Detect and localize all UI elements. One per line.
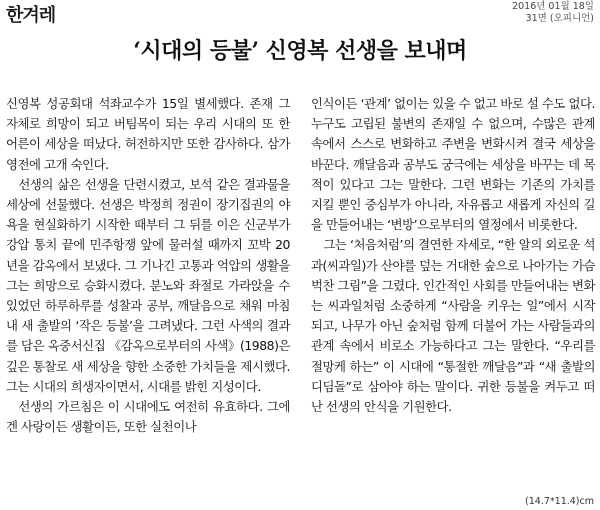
paragraph: 신영복 성공회대 석좌교수가 15일 별세했다. 존재 그 자체로 희망이 되고 버팀목이 되는 우리 시대의 또 한 어른이 세상을 떠났다. 허전하지만 또한 감사하다. 삼가 영전에 고개 숙인다. bbox=[6, 96, 290, 172]
page-section: 31면 (오피니언) bbox=[525, 13, 594, 24]
publication-date: 2016년 01월 18일 bbox=[512, 1, 594, 12]
newspaper-logo: 한겨레 bbox=[6, 5, 56, 26]
masthead bbox=[0, 0, 600, 24]
paragraph: 선생의 삶은 선생을 단련시켰고, 보석 같은 결과물을 세상에 선물했다. 선생은 박정희 정권이 장기집권의 야욕을 현실화하기 시작한 때부터 그 뒤를 이은 신군부가 강압 통치 끝에 민주항쟁 앞에 물러설 때까지 꼬박 20년을 감옥에서 보냈다. 그 기나긴 고통과 억압의 생활을 그는 희망으로 승화시켰다. 분노와 좌절로 가라앉을 수 있었던 하루하루를 성찰과 공부, 깨달음으로 채워 마침내 새 출발의 ‘작은 등불’을 그려냈다. 그런 사색의 결과를 담은 옥중서신집 《감옥으로부터의 사색》(1988)은 깊은 통찰로 새 세상을 향한 소중한 가치들을 제시했다. 그는 시대의 희생자이면서, 시대를 밝힌 지성이다. bbox=[6, 176, 290, 394]
article-size-note: (14.7*11.4)cm bbox=[525, 496, 594, 507]
publication-meta bbox=[512, 1, 594, 25]
paragraph: 인식이든 ‘관계’ 없이는 있을 수 없고 바로 설 수도 없다. 누구도 고립된 불변의 존재일 수 없으며, 수많은 관계 속에서 스스로 변화하고 주변을 변화시켜 결국 세상을 바꾼다. 깨달음과 공부도 궁극에는 세상을 바꾸는 데 목적이 있다고 그는 말한다. 그런 변화는 기존의 가치를 지킬 뿐인 중심부가 아니라, 자유롭고 새롭게 자신의 길을 만들어내는 ‘변방’으로부터의 열정에서 비롯한다. bbox=[311, 96, 595, 233]
paragraph: 그는 ‘처음처럼’의 결연한 자세로, “한 알의 외로운 석과(씨과일)가 산야를 덮는 거대한 숲으로 나아가는 가슴 벅찬 그림”을 그렸다. 인간적인 사회를 만들어내는 변화는 씨과일처럼 소중하게 “사람을 키우는 일”에서 시작되고, 나무가 아닌 숲처럼 함께 더불어 가는 사람들과의 관계 속에서 비로소 가능하다고 그는 말한다. “우리를 절망케 하는” 이 시대에 “통절한 깨달음”과 “새 출발의 디딤돌”로 삼아야 하는 말이다. 귀한 등불을 켜두고 떠난 선생의 안식을 기원한다. bbox=[311, 237, 595, 415]
article-column-right bbox=[311, 94, 595, 417]
paragraph: 선생의 가르침은 이 시대에도 여전히 유효하다. 그에겐 사랑이든 생활이든, 또한 실천이나 bbox=[6, 399, 290, 435]
article-headline: ‘시대의 등불’ 신영복 선생을 보내며 bbox=[133, 38, 467, 64]
article-column-left bbox=[6, 94, 290, 437]
